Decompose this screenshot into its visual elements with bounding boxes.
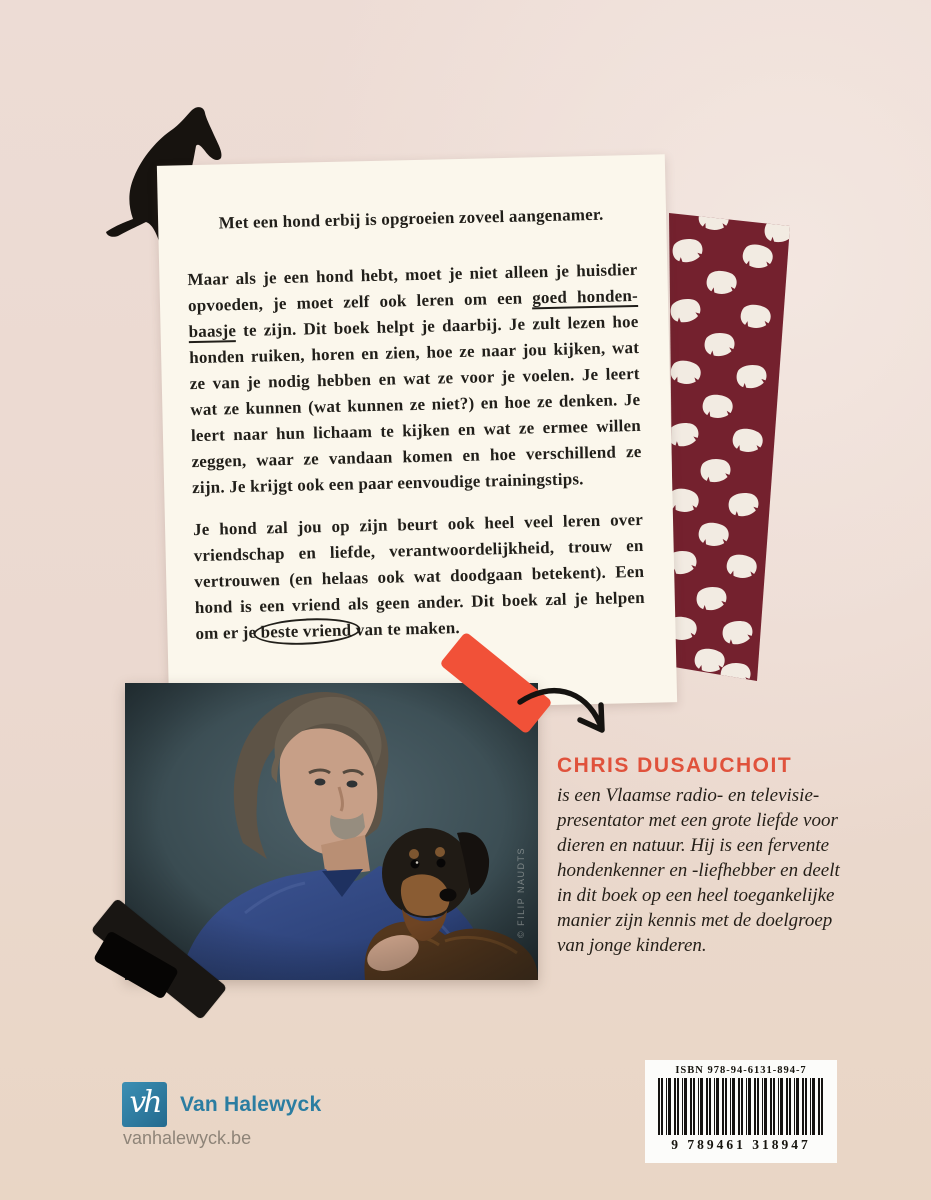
note-line: hond is een vriend als geen ander. Dit boek zal je helpen — [194, 587, 645, 618]
note-line: wat ze kunnen (wat kunnen ze niet?) en hoe ze denken. Je — [190, 389, 641, 420]
note-line: opvoeden, je moet zelf ook leren om een goed honden- — [187, 285, 639, 316]
note-line: Je hond zal jou op zijn beurt ook heel veel leren over — [192, 509, 644, 540]
isbn-number: 9 789461 318947 — [671, 1137, 811, 1152]
bio-line: hondenkenner en -liefhebber en deelt — [557, 860, 840, 881]
bio-line: dieren en natuur. Hij is een fervente — [557, 835, 830, 856]
note-line: vertrouwen (en helaas ook wat doodgaan betekent). Een — [194, 561, 645, 592]
note-paper — [157, 154, 677, 713]
publisher-logo — [122, 1082, 167, 1127]
author-photo — [125, 683, 538, 980]
note-line: vriendschap en liefde, verantwoordelijkheid, trouw en — [193, 535, 644, 566]
note-line: ze van je nodig hebben en wat ze voor je voelen. Je leert — [189, 363, 640, 394]
author-bio — [557, 783, 840, 958]
note-line: baasje te zijn. Dit boek helpt je daarbij. Je zult lezen hoe — [188, 311, 639, 342]
bio-line: manier zijn kennis met de doelgroep — [557, 910, 833, 931]
note-paragraph-1 — [187, 257, 642, 501]
author-name: CHRIS DUSAUCHOIT — [557, 754, 793, 777]
note-line: zijn. Je krijgt ook een paar eenvoudige trainingstips. — [191, 469, 584, 498]
note-line: Maar als je een hond hebt, moet je niet alleen je huisdier — [187, 259, 638, 290]
note-line: zeggen, waar ze vandaan komen en hoe verschillend ze — [191, 441, 642, 472]
photo-credit: © FILIP NAUDTS — [516, 847, 526, 938]
publisher-logo-monogram: vh — [129, 1085, 160, 1120]
bio-line: is een Vlaamse radio- en televisie- — [557, 785, 820, 806]
bio-line: in dit boek op een heel toegankelijke — [557, 885, 835, 906]
note-paragraph-2 — [193, 507, 646, 647]
barcode-box — [645, 1060, 837, 1163]
barcode-bars-icon — [658, 1078, 824, 1135]
bio-line: van jonge kinderen. — [557, 935, 707, 956]
note-line: leert naar hun lichaam te kijken en wat ze ermee willen — [190, 415, 642, 446]
bio-line: presentator met een grote liefde voor — [557, 810, 838, 831]
note-line: om er je beste vriend van te maken. — [195, 618, 461, 644]
publisher-website: vanhalewyck.be — [123, 1128, 252, 1148]
pattern-strip — [656, 203, 804, 695]
note-lede: Met een hond erbij is opgroeien zoveel aangenamer. — [218, 204, 604, 233]
note-line: honden ruiken, horen en zien, hoe ze naar jou kijken, wat — [188, 337, 640, 368]
isbn-label: ISBN 978-94-6131-894-7 — [675, 1065, 807, 1076]
arrow-icon — [512, 672, 627, 764]
publisher-name: Van Halewyck — [180, 1093, 322, 1116]
